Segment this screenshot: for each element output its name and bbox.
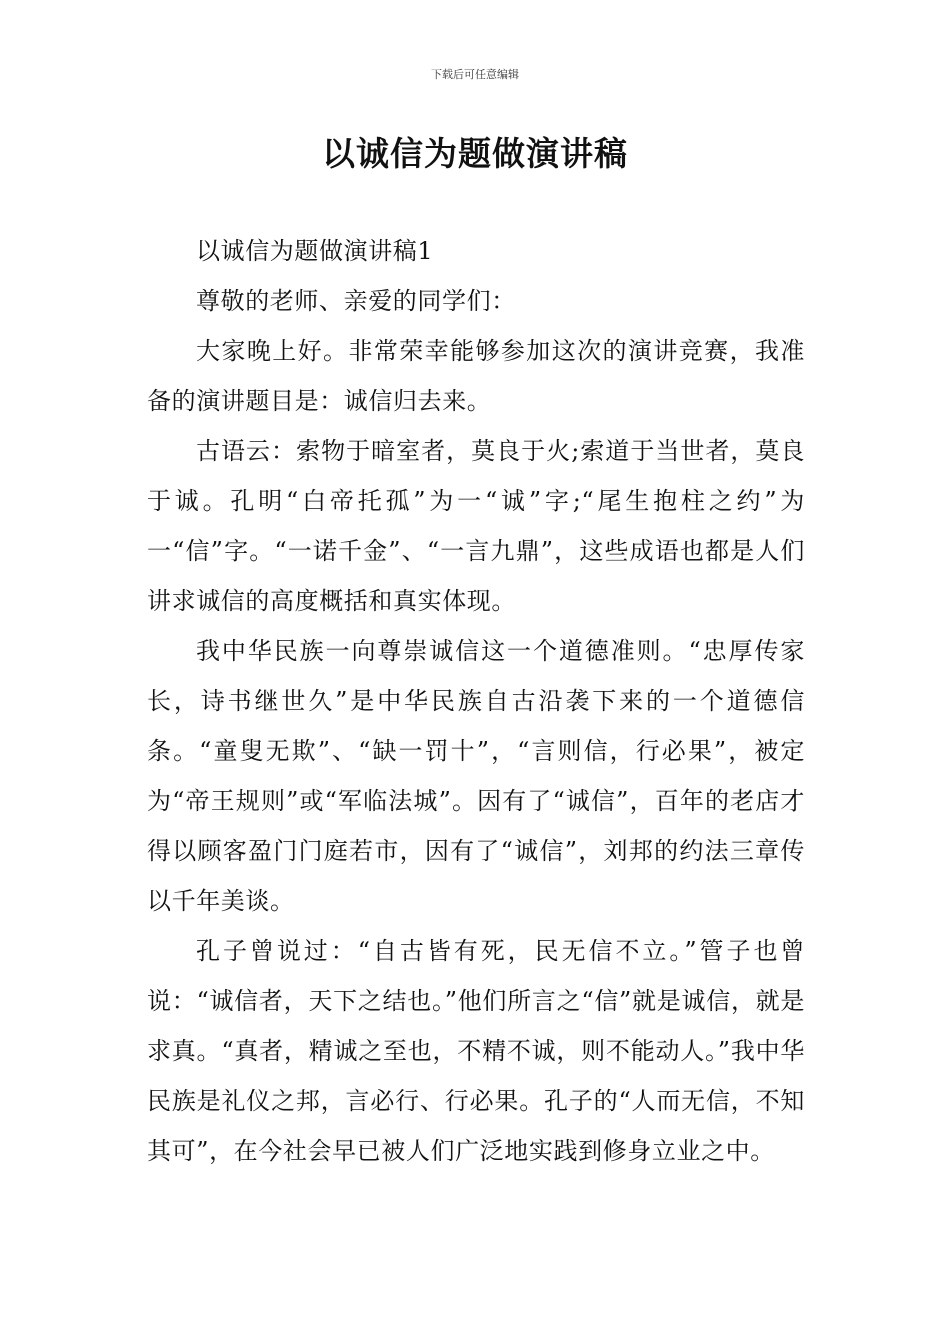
document-body <box>147 226 805 1176</box>
document-title: 以诚信为题做演讲稿 <box>322 134 628 173</box>
header-note: 下载后可任意编辑 <box>431 68 519 81</box>
paragraph-ancient-saying: 古语云：索物于暗室者，莫良于火;索道于当世者，莫良于诚。孔明“白帝托孤”为一“诚”字;“尾生抱柱之约”为一“信”字。“一诺千金”、“一言九鼎”，这些成语也都是人们讲求诚信的高度概括和真实体现。 <box>147 437 805 615</box>
paragraph-national-virtue: 我中华民族一向尊崇诚信这一个道德准则。“忠厚传家长，诗书继世久”是中华民族自古沿袭下来的一个道德信条。“童叟无欺”、“缺一罚十”，“言则信，行必果”，被定为“帝王规则”或“军临法城”。因有了“诚信”，百年的老店才得以顾客盈门门庭若市，因有了“诚信”，刘邦的约法三章传以千年美谈。 <box>147 637 805 915</box>
paragraph-subtitle: 以诚信为题做演讲稿1 <box>196 237 434 265</box>
paragraph-salutation: 尊敬的老师、亲爱的同学们： <box>196 287 516 315</box>
paragraph-opening: 大家晚上好。非常荣幸能够参加这次的演讲竞赛，我准备的演讲题目是：诚信归去来。 <box>147 337 805 415</box>
paragraph-confucius: 孔子曾说过：“自古皆有死，民无信不立。”管子也曾说：“诚信者，天下之结也。”他们所言之“信”就是诚信，就是求真。“真者，精诚之至也，不精不诚，则不能动人。”我中华民族是礼仪之邦，言必行、行必果。孔子的“人而无信，不知其可”，在今社会早已被人们广泛地实践到修身立业之中。 <box>147 937 805 1165</box>
